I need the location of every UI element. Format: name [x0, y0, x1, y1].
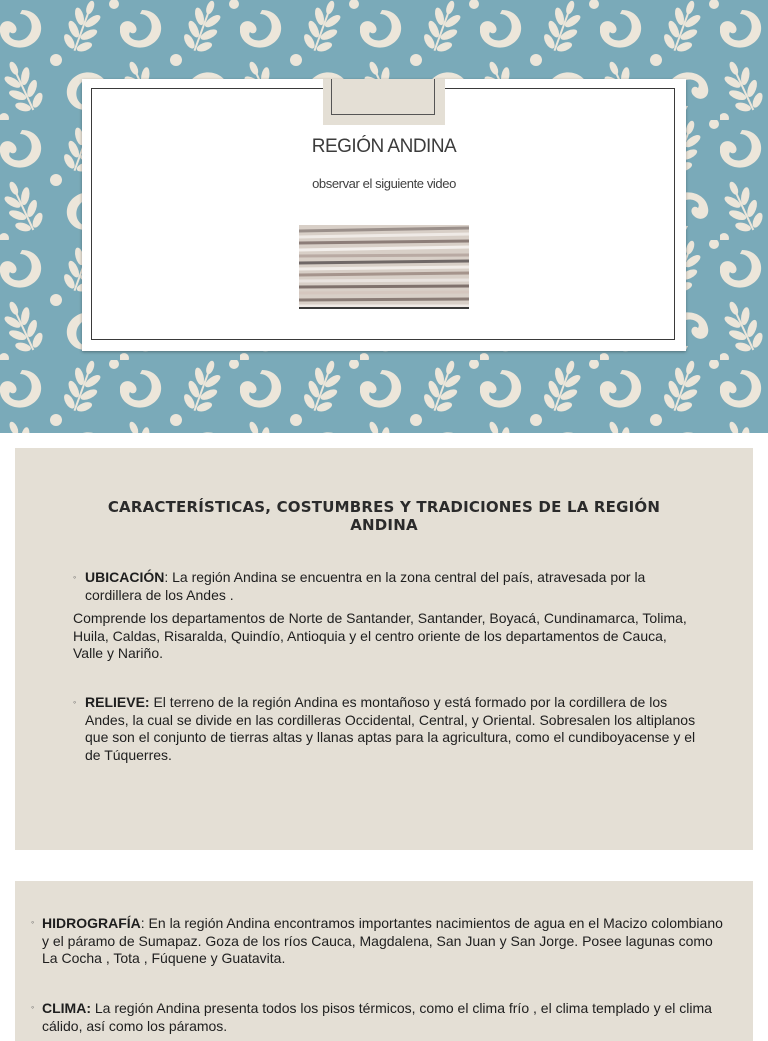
- slide-subtitle: observar el siguiente video: [312, 176, 456, 191]
- clima-label: CLIMA:: [42, 1000, 91, 1016]
- title-card: [82, 79, 686, 351]
- bullet-icon: ◦: [31, 917, 35, 927]
- clima-text: La región Andina presenta todos los pisos térmicos, como el clima frío , el clima templado y el clima cálido, así como los páramos.: [42, 1000, 712, 1034]
- bullet-icon: ◦: [73, 697, 77, 707]
- hidrografia-paragraph: [42, 915, 732, 968]
- relieve-paragraph: [85, 694, 697, 764]
- bullet-icon: ◦: [31, 1002, 35, 1012]
- slide-title: REGIÓN ANDINA: [311, 136, 457, 157]
- card-tab: [323, 79, 445, 125]
- characteristics-slide: [15, 448, 753, 850]
- ubicacion-label: UBICACIÓN: [85, 569, 165, 585]
- hidrografia-text: : En la región Andina encontramos importantes nacimientos de agua en el Macizo colombiano y el páramo de Sumapaz. Goza de los ríos Cauca, Magdalena, San Juan y San Jorge. Posee lagunas como La Cocha , Tota , Fúquene y Guatavita.: [42, 915, 723, 966]
- departamentos-paragraph: Comprende los departamentos de Norte de Santander, Santander, Boyacá, Cundinamarca, Tolima, Huila, Caldas, Risaralda, Quindío, Antioquia y el centro oriente de los departamentos de Cauca, Valle y Nariño.: [73, 610, 687, 661]
- relieve-label: RELIEVE:: [85, 694, 150, 710]
- ubicacion-text: : La región Andina se encuentra en la zona central del país, atravesada por la cordillera de los Andes .: [85, 569, 646, 603]
- relieve-text: El terreno de la región Andina es montañoso y está formado por la cordillera de los Andes, la cual se divide en las cordilleras Occidental, Central, y Oriental. Sobresalen los altiplanos que son el conjunto de tierras altas y llanas aptas para la agricultura, como el cundiboyacense y el de Túquerres.: [85, 694, 696, 763]
- video-thumbnail[interactable]: [299, 225, 469, 309]
- bullet-icon: ◦: [73, 572, 77, 582]
- hidrografia-label: HIDROGRAFÍA: [42, 915, 141, 931]
- clima-paragraph: [42, 1000, 732, 1035]
- card-tab-inner: [331, 79, 435, 115]
- hydrography-climate-slide: [15, 881, 753, 1041]
- characteristics-heading: CARACTERÍSTICAS, COSTUMBRES Y TRADICIONES DE LA REGIÓN ANDINA: [107, 498, 661, 534]
- video-thumbnail-image: [299, 225, 469, 309]
- title-slide: [0, 0, 768, 433]
- ubicacion-paragraph: [85, 569, 695, 604]
